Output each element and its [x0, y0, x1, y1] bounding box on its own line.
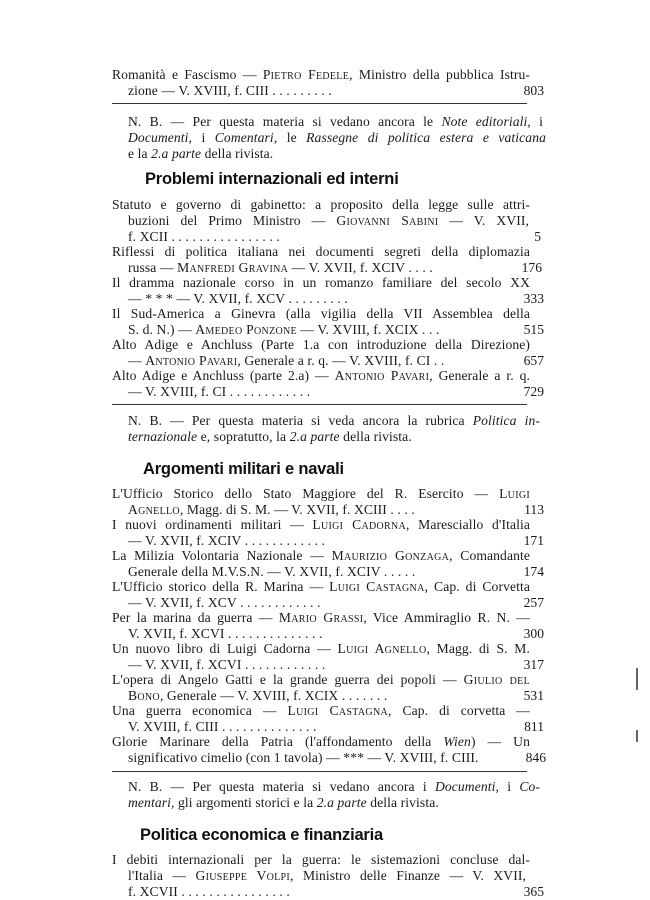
entry-line: L'Ufficio storico della R. Marina — Luigi Castagna, Cap. di Corvetta: [112, 579, 530, 594]
entry-line: buzioni del Primo Ministro — Giovanni Sabini — V. XVII,: [128, 213, 529, 228]
entry-line: Generale della M.V.S.N. — V. XVII, f. XCIV . . . . .: [128, 564, 416, 579]
entry-line: russa — Manfredi Gravina — V. XVII, f. XCIV . . . .: [128, 260, 433, 275]
page-number: 515: [523, 322, 544, 337]
entry-line: significativo cimelio (con 1 tavola) — *** — V. XVIII, f. CIII.: [128, 750, 479, 765]
entry-line: L'opera di Angelo Gatti e la grande guerra dei popoli — Giulio del: [112, 672, 530, 687]
entry-line: Alto Adige e Anchluss (Parte 1.a con introduzione della Direzione): [112, 337, 530, 352]
note-line: mentari, gli argomenti storici e la 2.a parte della rivista.: [128, 795, 439, 810]
page-number: 846: [525, 750, 546, 765]
entry-line: — V. XVII, f. XCIV . . . . . . . . . . . .: [128, 533, 326, 548]
page-number: 257: [523, 595, 544, 610]
page-number: 657: [523, 353, 544, 368]
entry-line: Per la marina da guerra — Mario Grassi, Vice Ammiraglio R. N. —: [112, 610, 530, 625]
entry-line: Il dramma nazionale corso in un romanzo familiare del secolo XX: [112, 275, 530, 290]
page-number: 300: [523, 626, 544, 641]
page-number: 729: [523, 384, 544, 399]
note-line: e la 2.a parte della rivista.: [128, 146, 274, 161]
page-number: 531: [523, 688, 544, 703]
page-number: 365: [523, 884, 544, 899]
entry-line: S. d. N.) — Amedeo Ponzone — V. XVIII, f. XCIX . . .: [128, 322, 440, 337]
entry-line: Glorie Marinare della Patria (l'affondamento della Wien) — Un: [112, 734, 530, 749]
entry-line: f. XCVII . . . . . . . . . . . . . . . .: [128, 884, 290, 899]
section-title: Argomenti militari e navali: [143, 460, 344, 478]
entry-line: l'Italia — Giuseppe Volpi, Ministro delle Finanze — V. XVII,: [128, 868, 526, 883]
entry-line: L'Ufficio Storico dello Stato Maggiore del R. Esercito — Luigi: [112, 486, 530, 501]
entry-line: — V. XVIII, f. CI . . . . . . . . . . . .: [128, 384, 311, 399]
entry-line: V. XVII, f. XCVI . . . . . . . . . . . . . .: [128, 626, 323, 641]
page-number: 171: [523, 533, 544, 548]
entry-line: Riflessi di politica italiana nei documenti segreti della diplomazia: [112, 244, 530, 259]
entry-line: Statuto e governo di gabinetto: a proposito della legge sulle attri-: [112, 197, 530, 212]
entry-line: — V. XVII, f. XCV . . . . . . . . . . . .: [128, 595, 321, 610]
entry-line: zione — V. XVIII, f. CIII . . . . . . . . .: [128, 83, 332, 98]
entry-line: Una guerra economica — Luigi Castagna, Cap. di corvetta —: [112, 703, 530, 718]
entry-line: Bono, Generale — V. XVIII, f. XCIX . . . . . . .: [128, 688, 388, 703]
entry-line: Un nuovo libro di Luigi Cadorna — Luigi Agnello, Magg. di S. M.: [112, 641, 530, 656]
entry-line: La Milizia Volontaria Nazionale — Maurizio Gonzaga, Comandante: [112, 548, 530, 563]
section-title: Problemi internazionali ed interni: [145, 170, 399, 188]
entry-line: V. XVIII, f. CIII . . . . . . . . . . . . . .: [128, 719, 317, 734]
entry-line: Romanità e Fascismo — Pietro Fedele, Ministro della pubblica Istru-: [112, 67, 530, 82]
page-number: 811: [524, 719, 544, 734]
page-number: 174: [523, 564, 544, 579]
note-line: N. B. — Per questa materia si veda ancora la rubrica Politica in-: [128, 413, 540, 428]
entry-line: Agnello, Magg. di S. M. — V. XVII, f. XCIII . . . .: [128, 502, 415, 517]
note-line: ternazionale e, sopratutto, la 2.a parte della rivista.: [128, 429, 412, 444]
scan-edge-mark: [636, 730, 638, 742]
entry-line: — Antonio Pavari, Generale a r. q. — V. XVIII, f. CI . .: [128, 353, 445, 368]
scan-edge-mark: [636, 668, 638, 690]
page-number: 113: [524, 502, 544, 517]
author-name: Pietro Fedele: [262, 67, 350, 82]
entry-line: f. XCII . . . . . . . . . . . . . . . .: [128, 229, 280, 244]
divider: [112, 771, 527, 772]
page-number: 176: [521, 260, 542, 275]
note-line: Documenti, i Comentari, le Rassegne di politica estera e vaticana: [128, 130, 546, 145]
note-line: N. B. — Per questa materia si vedano ancora le Note editoriali, i: [128, 114, 544, 129]
entry-line: — * * * — V. XVII, f. XCV . . . . . . . . .: [128, 291, 348, 306]
page-number: 803: [523, 83, 544, 98]
page-number: 5: [534, 229, 541, 244]
entry-line: Alto Adige e Anchluss (parte 2.a) — Antonio Pavari, Generale a r. q.: [112, 368, 530, 383]
entry-line: I nuovi ordinamenti militari — Luigi Cadorna, Maresciallo d'Italia: [112, 517, 530, 532]
divider: [112, 404, 527, 405]
entry-line: I debiti internazionali per la guerra: le sistemazioni concluse dal-: [112, 852, 530, 867]
entry-line: — V. XVII, f. XCVI . . . . . . . . . . . .: [128, 657, 326, 672]
page-number: 317: [523, 657, 544, 672]
entry-line: Il Sud-America a Ginevra (alla vigilia della VII Assemblea della: [112, 306, 530, 321]
page-number: 333: [523, 291, 544, 306]
section-title: Politica economica e finanziaria: [140, 826, 384, 844]
note-line: N. B. — Per questa materia si vedano ancora i Documenti, i Co-: [128, 779, 541, 794]
divider: [112, 103, 527, 104]
